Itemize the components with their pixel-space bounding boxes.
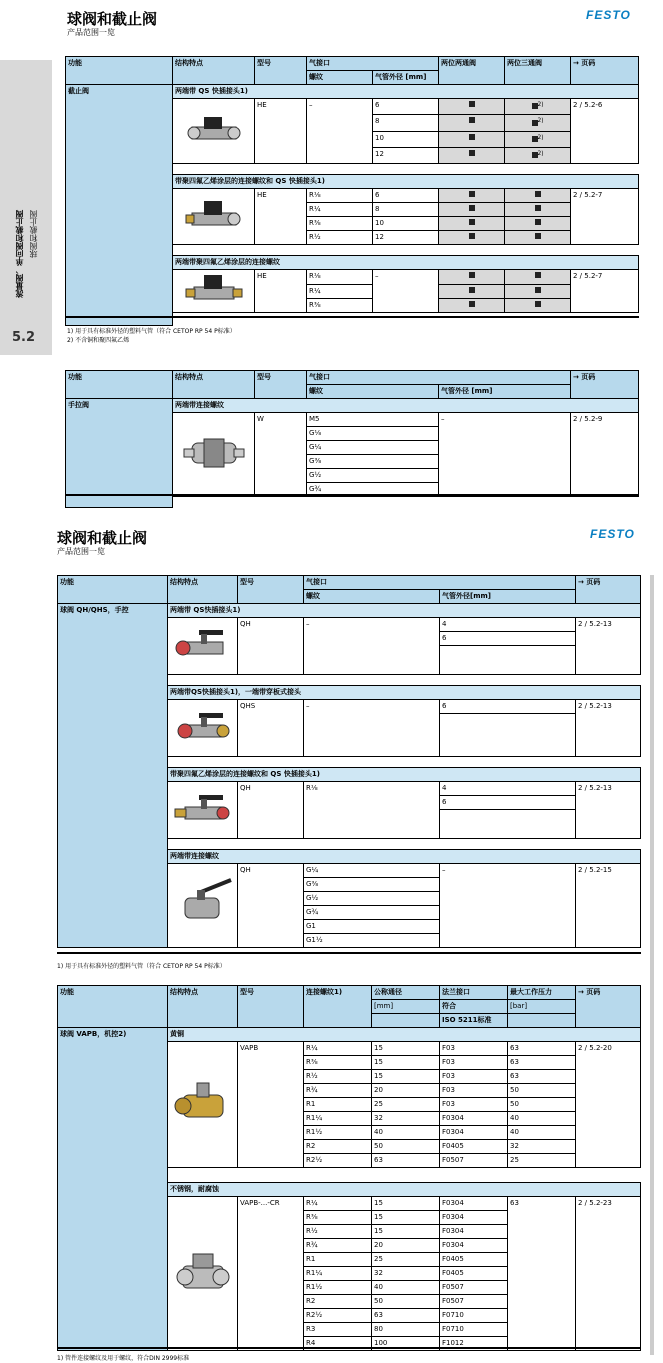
filled-square-icon xyxy=(535,219,541,225)
pressure-cell: 63 xyxy=(508,1042,576,1056)
filled-square-icon xyxy=(469,301,475,307)
od-cell: 4 xyxy=(440,782,576,796)
2way-cell xyxy=(439,270,505,284)
type-cell: VAPB xyxy=(238,1042,304,1168)
col-page: → 页码 xyxy=(571,57,639,85)
spacer xyxy=(168,757,641,768)
col-flange-3: ISO 5211标准 xyxy=(440,1014,508,1028)
hand-valve-table xyxy=(65,370,639,508)
thread-cell: R¾ xyxy=(304,1084,372,1098)
flange-cell: F0405 xyxy=(440,1267,508,1281)
type-cell: QH xyxy=(238,864,304,948)
page-title-2: 球阀和截止阀 xyxy=(57,529,148,547)
thread-cell: R⅜ xyxy=(304,1056,372,1070)
filled-square-icon xyxy=(535,233,541,239)
spacer xyxy=(173,164,639,175)
pressure-cell: 40 xyxy=(508,1126,576,1140)
thread-cell: G½ xyxy=(304,892,440,906)
thread-cell: R¼ xyxy=(307,284,373,298)
od-cell: 6 xyxy=(440,700,576,714)
spacer xyxy=(440,646,576,663)
spacer xyxy=(168,839,641,850)
page-ref: 2 / 5.2-20 xyxy=(576,1042,641,1168)
od-cell: 4 xyxy=(440,618,576,632)
2way-cell xyxy=(439,189,505,203)
dn-cell: 63 xyxy=(372,1309,440,1323)
od-cell: 6 xyxy=(373,189,439,203)
section-header: 两端带 QS 快插接头1) xyxy=(173,85,639,99)
col-thread: 螺纹 xyxy=(304,590,440,604)
col-port: 气接口 xyxy=(307,57,439,71)
2way-cell xyxy=(439,298,505,312)
section-header: 不锈钢，耐腐蚀 xyxy=(168,1183,641,1197)
thread-cell: R¼ xyxy=(307,203,373,217)
col-page: → 页码 xyxy=(571,371,639,399)
col-function: 功能 xyxy=(58,986,168,1028)
filled-square-icon xyxy=(469,287,475,293)
nominal-diameter-unit: [mm] xyxy=(372,1000,440,1014)
footnote-ref: 2) xyxy=(537,118,544,125)
spacer xyxy=(508,1014,576,1028)
dn-cell: 25 xyxy=(372,1253,440,1267)
2way-cell xyxy=(439,147,505,163)
pressure-cell: 25 xyxy=(508,1154,576,1168)
pressure-cell: 50 xyxy=(508,1084,576,1098)
type-cell: HE xyxy=(255,189,307,245)
product-image xyxy=(173,189,255,245)
col-structure: 结构特点 xyxy=(168,576,238,604)
od-cell: 8 xyxy=(373,203,439,217)
thread-cell: R⅜ xyxy=(307,217,373,231)
3way-cell xyxy=(505,298,571,312)
spacer xyxy=(440,714,576,757)
type-cell: W xyxy=(255,413,307,497)
type-cell: QHS xyxy=(238,700,304,757)
product-image xyxy=(173,270,255,313)
od-cell: 12 xyxy=(373,231,439,245)
page-ref: 2 / 5.2-13 xyxy=(576,782,641,839)
col-function: 功能 xyxy=(66,371,173,399)
col-function: 功能 xyxy=(58,576,168,604)
function-cell: 球阀 QH/QHS，手控 xyxy=(58,604,168,948)
festo-logo-2: FESTO xyxy=(590,527,635,541)
festo-logo: FESTO xyxy=(586,8,631,22)
pressure-cell: 40 xyxy=(508,1112,576,1126)
col-page: → 页码 xyxy=(576,986,641,1028)
pressure-cell: 63 xyxy=(508,1197,576,1351)
footnote-1: 1) 用于具有标准外径的塑料气管（符合 CETOP RP 54 P标准） xyxy=(67,328,236,335)
dn-cell: 63 xyxy=(372,1154,440,1168)
thread-cell: R1 xyxy=(304,1253,372,1267)
footnote-cut: 1) 管件连接螺纹及用于螺纹，符合DIN 2999标准 xyxy=(57,1355,190,1362)
spacer xyxy=(440,826,576,839)
3way-cell xyxy=(505,231,571,245)
thread-cell: R½ xyxy=(307,231,373,245)
col-structure: 结构特点 xyxy=(173,371,255,399)
col-thread: 螺纹 xyxy=(307,71,373,85)
section-header: 两端带连接螺纹 xyxy=(173,399,639,413)
col-page: → 页码 xyxy=(576,576,641,604)
footnote-1-p2: 1) 用于具有标准外径的塑料气管（符合 CETOP RP 54 P标准） xyxy=(57,963,226,970)
page-ref: 2 / 5.2-7 xyxy=(571,189,639,245)
page-ref: 2 / 5.2-13 xyxy=(576,618,641,675)
thread-cell: R4 xyxy=(304,1337,372,1351)
section-header: 两端带 QS快插接头1) xyxy=(168,604,641,618)
3way-cell xyxy=(505,270,571,284)
col-structure: 结构特点 xyxy=(168,986,238,1028)
function-cell: 截止阀 xyxy=(66,85,173,326)
thread-cell: R1¼ xyxy=(304,1267,372,1281)
thread-cell: R⅛ xyxy=(307,270,373,284)
sidebar-chapter-label: 流量阀、单向阀和截止阀 xyxy=(15,210,24,298)
function-cell: 手拉阀 xyxy=(66,399,173,508)
pressure-cell: 50 xyxy=(508,1098,576,1112)
spacer xyxy=(173,245,639,256)
dn-cell: 50 xyxy=(372,1295,440,1309)
thread-cell: G¼ xyxy=(304,864,440,878)
thread-cell: G½ xyxy=(307,469,439,483)
2way-cell xyxy=(439,131,505,147)
section-header: 两端带聚四氟乙烯涂层的连接螺纹 xyxy=(173,256,639,270)
thread-cell: G⅜ xyxy=(304,878,440,892)
od-cell: – xyxy=(373,270,439,313)
3way-cell xyxy=(505,189,571,203)
section-header: 两端带连接螺纹 xyxy=(168,850,641,864)
3way-cell xyxy=(505,147,571,163)
pressure-cell: 32 xyxy=(508,1140,576,1154)
thread-cell: R3 xyxy=(304,1323,372,1337)
thread-cell: R½ xyxy=(304,1225,372,1239)
col-flange-2: 符合 xyxy=(440,1000,508,1014)
spacer xyxy=(440,662,576,675)
flange-cell: F0710 xyxy=(440,1323,508,1337)
2way-cell xyxy=(439,99,505,115)
table-bottom-rule xyxy=(57,1347,641,1349)
dn-cell: 40 xyxy=(372,1281,440,1295)
thread-cell: G1½ xyxy=(304,934,440,948)
section-header: 带聚四氟乙烯涂层的连接螺纹和 QS 快插接头1) xyxy=(168,768,641,782)
3way-cell xyxy=(505,99,571,115)
filled-square-icon xyxy=(469,191,475,197)
filled-square-icon xyxy=(469,134,475,140)
od-cell: 6 xyxy=(440,796,576,810)
filled-square-icon xyxy=(535,272,541,278)
col-thread: 连接螺纹1) xyxy=(304,986,372,1028)
ball-valve-qh-icon xyxy=(173,620,233,668)
type-cell: QH xyxy=(238,618,304,675)
page-ref: 2 / 5.2-15 xyxy=(576,864,641,948)
flange-cell: F0304 xyxy=(440,1112,508,1126)
hand-slide-valve-icon xyxy=(182,423,246,483)
3way-cell xyxy=(505,284,571,298)
filled-square-icon xyxy=(469,150,475,156)
page-title: 球阀和截止阀 xyxy=(67,10,158,28)
page-subtitle-2: 产品范围一览 xyxy=(57,547,105,556)
flange-cell: F0507 xyxy=(440,1295,508,1309)
thread-cell: R1½ xyxy=(304,1126,372,1140)
thread-cell: G⅜ xyxy=(307,455,439,469)
page-ref: 2 / 5.2-7 xyxy=(571,270,639,313)
page-ref: 2 / 5.2-6 xyxy=(571,99,639,164)
page-number: 5.2 xyxy=(12,330,36,345)
thread-cell: G¼ xyxy=(307,441,439,455)
thread-cell: R1½ xyxy=(304,1281,372,1295)
pressure-cell: 63 xyxy=(508,1056,576,1070)
dn-cell: 15 xyxy=(372,1056,440,1070)
footnote-ref: 2) xyxy=(537,102,544,108)
footnote-ref: 2) xyxy=(537,134,544,141)
page-ref: 2 / 5.2-9 xyxy=(571,413,639,497)
dn-cell: 15 xyxy=(372,1225,440,1239)
col-type: 型号 xyxy=(238,576,304,604)
footnote-2: 2) 不含铜和聚四氟乙烯 xyxy=(67,337,130,344)
thread-cell: G1 xyxy=(304,920,440,934)
thread-cell: R¾ xyxy=(304,1239,372,1253)
ball-valve-qh-thread-icon xyxy=(173,785,233,831)
col-3way: 两位三通阀 xyxy=(505,57,571,85)
type-cell: QH xyxy=(238,782,304,839)
od-cell: 10 xyxy=(373,217,439,231)
ball-valve-qh-table xyxy=(57,575,641,948)
col-2way: 两位两通阀 xyxy=(439,57,505,85)
flange-cell: F0405 xyxy=(440,1253,508,1267)
product-image xyxy=(168,864,238,948)
filled-square-icon xyxy=(535,191,541,197)
thread-cell: G¾ xyxy=(304,906,440,920)
dn-cell: 15 xyxy=(372,1197,440,1211)
chapter-sidebar xyxy=(0,60,52,355)
od-cell: 10 xyxy=(373,131,439,147)
flange-cell: F0507 xyxy=(440,1154,508,1168)
product-image xyxy=(168,1042,238,1168)
2way-cell xyxy=(439,231,505,245)
col-function: 功能 xyxy=(66,57,173,85)
product-image xyxy=(173,413,255,497)
flange-cell: F0304 xyxy=(440,1225,508,1239)
col-pressure: 最大工作压力 xyxy=(508,986,576,1000)
thread-cell: R⅜ xyxy=(307,298,373,312)
spacer xyxy=(168,1168,641,1183)
type-cell: VAPB-...-CR xyxy=(238,1197,304,1351)
pressure-unit: [bar] xyxy=(508,1000,576,1014)
dn-cell: 100 xyxy=(372,1337,440,1351)
function-cell: 球阀 VAPB，机控2) xyxy=(58,1028,168,1351)
thread-cell: R½ xyxy=(304,1070,372,1084)
dn-cell: 32 xyxy=(372,1267,440,1281)
3way-cell xyxy=(505,131,571,147)
filled-square-icon xyxy=(469,117,475,123)
page-edge-shadow xyxy=(650,575,654,1355)
col-port: 气接口 xyxy=(307,371,571,385)
filled-square-icon xyxy=(535,287,541,293)
brass-ball-valve-icon xyxy=(173,1073,233,1133)
thread-cell: R2 xyxy=(304,1140,372,1154)
col-thread: 螺纹 xyxy=(307,385,439,399)
dn-cell: 20 xyxy=(372,1084,440,1098)
section-header: 两端带QS快插接头1)，一端带穿板式接头 xyxy=(168,686,641,700)
2way-cell xyxy=(439,203,505,217)
col-tube-od: 气管外径 [mm] xyxy=(439,385,571,399)
thread-cell: – xyxy=(304,700,440,757)
spacer xyxy=(173,313,639,326)
dn-cell: 15 xyxy=(372,1042,440,1056)
sidebar-section-label: 球阀和截止阀 xyxy=(29,210,38,258)
thread-cell: – xyxy=(307,99,373,164)
product-image xyxy=(168,1197,238,1351)
col-flange: 法兰接口 xyxy=(440,986,508,1000)
col-port: 气接口 xyxy=(304,576,576,590)
2way-cell xyxy=(439,115,505,131)
thread-cell: R¼ xyxy=(304,1197,372,1211)
valve-he-qs-icon xyxy=(184,109,244,149)
od-cell: 6 xyxy=(373,99,439,115)
table-bottom-rule xyxy=(65,494,639,496)
stop-valve-table xyxy=(65,56,639,326)
3way-cell xyxy=(505,203,571,217)
thread-cell: R1 xyxy=(304,1098,372,1112)
thread-cell: R⅛ xyxy=(304,782,440,839)
od-cell: 8 xyxy=(373,115,439,131)
filled-square-icon xyxy=(469,272,475,278)
thread-cell: R¼ xyxy=(304,1042,372,1056)
dn-cell: 25 xyxy=(372,1098,440,1112)
spacer xyxy=(173,497,639,508)
thread-cell: R2½ xyxy=(304,1309,372,1323)
flange-cell: F0304 xyxy=(440,1239,508,1253)
ball-valve-vapb-table xyxy=(57,985,641,1351)
product-image xyxy=(168,618,238,675)
filled-square-icon xyxy=(469,101,475,107)
thread-cell: – xyxy=(304,618,440,675)
filled-square-icon xyxy=(469,219,475,225)
thread-cell: R2 xyxy=(304,1295,372,1309)
od-cell: 12 xyxy=(373,147,439,163)
flange-cell: F03 xyxy=(440,1084,508,1098)
footnote-ref: 2) xyxy=(537,150,544,157)
flange-cell: F0405 xyxy=(440,1140,508,1154)
filled-square-icon xyxy=(535,301,541,307)
filled-square-icon xyxy=(469,233,475,239)
thread-cell: G⅛ xyxy=(307,427,439,441)
col-type: 型号 xyxy=(255,371,307,399)
od-cell: 6 xyxy=(440,632,576,646)
dn-cell: 40 xyxy=(372,1126,440,1140)
product-image xyxy=(168,782,238,839)
product-image xyxy=(173,99,255,164)
type-cell: HE xyxy=(255,99,307,164)
pressure-cell: 63 xyxy=(508,1070,576,1084)
thread-cell: G¾ xyxy=(307,483,439,497)
flange-cell: F03 xyxy=(440,1098,508,1112)
thread-cell: M5 xyxy=(307,413,439,427)
spacer xyxy=(372,1014,440,1028)
product-image xyxy=(168,700,238,757)
section-header: 黄铜 xyxy=(168,1028,641,1042)
flange-cell: F03 xyxy=(440,1056,508,1070)
flange-cell: F0710 xyxy=(440,1309,508,1323)
od-cell: – xyxy=(439,413,571,497)
dn-cell: 80 xyxy=(372,1323,440,1337)
flange-cell: F0304 xyxy=(440,1211,508,1225)
3way-cell xyxy=(505,115,571,131)
filled-square-icon xyxy=(535,205,541,211)
2way-cell xyxy=(439,284,505,298)
od-cell: – xyxy=(440,864,576,948)
table-bottom-rule xyxy=(57,952,641,954)
valve-he-thread-icon xyxy=(184,195,244,235)
col-nominal-diameter: 公称通径 xyxy=(372,986,440,1000)
spacer xyxy=(440,810,576,827)
valve-he-double-thread-icon xyxy=(184,271,244,307)
flange-cell: F1012 xyxy=(440,1337,508,1351)
stainless-ball-valve-icon xyxy=(173,1242,233,1302)
3way-cell xyxy=(505,217,571,231)
dn-cell: 32 xyxy=(372,1112,440,1126)
col-tube-od: 气管外径[mm] xyxy=(440,590,576,604)
col-type: 型号 xyxy=(238,986,304,1028)
spacer xyxy=(168,675,641,686)
ball-valve-qhs-icon xyxy=(173,703,233,749)
dn-cell: 50 xyxy=(372,1140,440,1154)
dn-cell: 15 xyxy=(372,1211,440,1225)
col-structure: 结构特点 xyxy=(173,57,255,85)
dn-cell: 20 xyxy=(372,1239,440,1253)
filled-square-icon xyxy=(469,205,475,211)
thread-cell: R1¼ xyxy=(304,1112,372,1126)
col-tube-od: 气管外径 [mm] xyxy=(373,71,439,85)
page-subtitle: 产品范围一览 xyxy=(67,28,115,37)
flange-cell: F03 xyxy=(440,1042,508,1056)
thread-cell: R2½ xyxy=(304,1154,372,1168)
section-header: 带聚四氟乙烯涂层的连接螺纹和 QS 快插接头1) xyxy=(173,175,639,189)
2way-cell xyxy=(439,217,505,231)
page-ref: 2 / 5.2-13 xyxy=(576,700,641,757)
flange-cell: F0304 xyxy=(440,1197,508,1211)
flange-cell: F0507 xyxy=(440,1281,508,1295)
ball-valve-lever-icon xyxy=(171,872,235,936)
thread-cell: R⅜ xyxy=(304,1211,372,1225)
col-type: 型号 xyxy=(255,57,307,85)
flange-cell: F03 xyxy=(440,1070,508,1084)
type-cell: HE xyxy=(255,270,307,313)
table-bottom-rule xyxy=(65,316,639,318)
page-ref: 2 / 5.2-23 xyxy=(576,1197,641,1351)
dn-cell: 15 xyxy=(372,1070,440,1084)
thread-cell: R⅛ xyxy=(307,189,373,203)
flange-cell: F0304 xyxy=(440,1126,508,1140)
